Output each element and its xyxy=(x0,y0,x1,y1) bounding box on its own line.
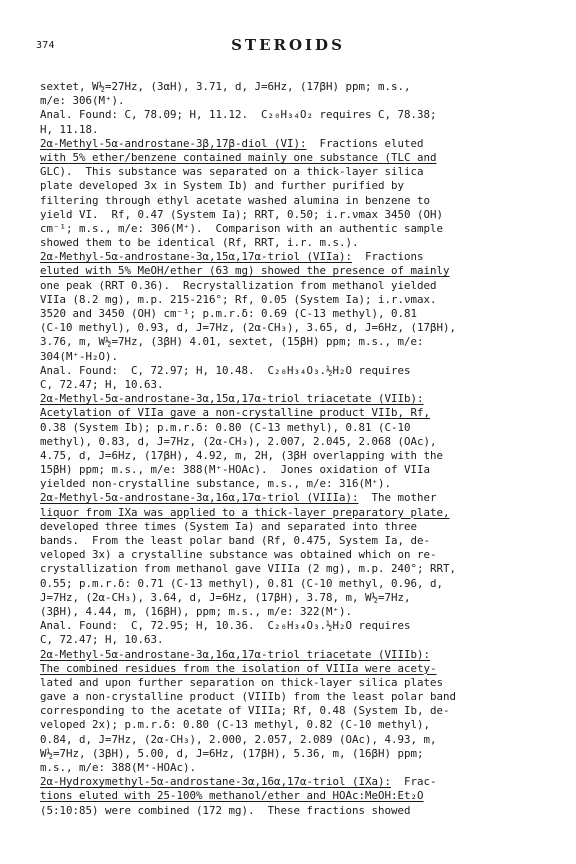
underlined-text: tions eluted with 25-100% methanol/ether and HOAc:MeOH:Et₂O xyxy=(40,789,424,803)
text-line xyxy=(40,123,560,137)
line-text: (3βH), 4.44, m, (16βH), ppm; m.s., m/e: 322(M⁺). xyxy=(40,604,353,618)
text-line xyxy=(40,236,560,250)
line-text: 3.76, m, W½=7Hz, (3βH) 4.01, sextet, (15βH) ppm; m.s., m/e: xyxy=(40,335,424,349)
page-number: 374 xyxy=(36,40,55,51)
section-heading-line xyxy=(40,250,560,264)
text-line xyxy=(40,108,560,122)
line-text: 0.84, d, J=7Hz, (2α-CH₃), 2.000, 2.057, 2.089 (OAc), 4.93, m, xyxy=(40,732,437,746)
underlined-text: The combined residues from the isolation of VIIIa were acety- xyxy=(40,661,437,675)
text-line xyxy=(40,293,560,307)
line-text: crystallization from methanol gave VIIIa (2 mg), m.p. 240°; RRT, xyxy=(40,562,457,576)
line-text: m/e: 306(M⁺). xyxy=(40,94,125,108)
underlined-text: 2α-Methyl-5α-androstane-3β,17β-diol (VI): xyxy=(40,136,307,150)
text-line xyxy=(40,321,560,335)
text-line xyxy=(40,378,560,392)
text-line xyxy=(40,421,560,435)
line-text: filtering through ethyl acetate washed alumina in benzene to xyxy=(40,193,431,207)
underlined-text: 2α-Hydroxymethyl-5α-androstane-3α,16α,17α-triol (IXa): xyxy=(40,775,392,789)
line-text: (C-10 methyl), 0.93, d, J=7Hz, (2α-CH₃), 3.65, d, J=6Hz, (17βH), xyxy=(40,321,457,335)
text-line xyxy=(40,179,560,193)
text-line xyxy=(40,449,560,463)
line-text: C, 72.47; H, 10.63. xyxy=(40,633,164,647)
text-line xyxy=(40,562,560,576)
line-text: veloped 2x); p.m.r.δ: 0.80 (C-13 methyl, 0.82 (C-10 methyl), xyxy=(40,718,431,732)
text-line xyxy=(40,633,560,647)
line-text: corresponding to the acetate of VIIIa; Rf, 0.48 (System Ib, de- xyxy=(40,704,450,718)
section-heading-line xyxy=(40,506,560,520)
text-line xyxy=(40,477,560,491)
section-heading-line xyxy=(40,775,560,789)
line-text: VIIa (8.2 mg), m.p. 215-216°; Rf, 0.05 (System Ia); i.r.νmax. xyxy=(40,292,437,306)
line-continuation: The mother xyxy=(358,491,437,505)
underlined-text: with 5% ether/benzene contained mainly one substance (TLC and xyxy=(40,150,437,164)
section-heading-line xyxy=(40,406,560,420)
section-heading-line xyxy=(40,789,560,803)
text-line xyxy=(40,222,560,236)
text-line xyxy=(40,747,560,761)
line-text: Anal. Found: C, 72.97; H, 10.48. C₂₀H₃₄O₃.½H₂O requires xyxy=(40,363,411,377)
line-text: C, 72.47; H, 10.63. xyxy=(40,377,164,391)
line-text: m.s., m/e: 388(M⁺-HOAc). xyxy=(40,761,197,774)
section-heading-line xyxy=(40,392,560,406)
section-heading-line xyxy=(40,264,560,278)
text-line xyxy=(40,208,560,222)
line-text: bands. From the least polar band (Rf, 0.475, System Ia, de- xyxy=(40,534,431,547)
text-line xyxy=(40,463,560,477)
text-line xyxy=(40,435,560,449)
line-text: W½=7Hz, (3βH), 5.00, d, J=6Hz, (17βH), 5.36, m, (16βH) ppm; xyxy=(40,746,424,760)
line-text: yielded non-crystalline substance, m.s., m/e: 316(M⁺). xyxy=(40,477,392,491)
text-line xyxy=(40,165,560,179)
line-text: 304(M⁺-H₂O). xyxy=(40,349,119,363)
line-text: 4.75, d, J=6Hz, (17βH), 4.92, m, 2H, (3βH overlapping with the xyxy=(40,448,444,462)
underlined-text: 2α-Methyl-5α-androstane-3α,15α,17α-triol triacetate (VIIb): xyxy=(40,392,424,406)
text-line xyxy=(40,761,560,775)
line-text: one peak (RRT 0.36). Recrystallization from methanol yielded xyxy=(40,278,437,292)
underlined-text: eluted with 5% MeOH/ether (63 mg) showed the presence of mainly xyxy=(40,264,450,278)
section-heading-line xyxy=(40,648,560,662)
text-line xyxy=(40,605,560,619)
line-text: sextet, W½=27Hz, (3αH), 3.71, d, J=6Hz, (17βH) ppm; m.s., xyxy=(40,80,411,93)
line-continuation: Frac- xyxy=(391,775,437,789)
line-text: Anal. Found: C, 72.95; H, 10.36. C₂₀H₃₄O₃.½H₂O requires xyxy=(40,619,411,633)
underlined-text: 2α-Methyl-5α-androstane-3α,16α,17α-triol triacetate (VIIIb): xyxy=(40,647,431,661)
text-line xyxy=(40,704,560,718)
line-text: GLC). This substance was separated on a thick-layer silica xyxy=(40,165,424,179)
line-text: J=7Hz, (2α-CH₃), 3.64, d, J=6Hz, (17βH), 3.78, m, W½=7Hz, xyxy=(40,590,411,604)
line-continuation: Fractions eluted xyxy=(306,136,424,150)
text-line xyxy=(40,534,560,548)
underlined-text: Acetylation of VIIa gave a non-crystalline product VIIb, Rf, xyxy=(40,406,431,420)
line-text: H, 11.18. xyxy=(40,122,99,136)
text-line xyxy=(40,350,560,364)
line-text: 0.55; p.m.r.δ: 0.71 (C-13 methyl), 0.81 (C-10 methyl, 0.96, d, xyxy=(40,576,444,590)
line-text: veloped 3x) a crystalline substance was obtained which on re- xyxy=(40,548,437,562)
text-line xyxy=(40,194,560,208)
line-text: 0.38 (System Ib); p.m.r.δ: 0.80 (C-13 methyl), 0.81 (C-10 xyxy=(40,420,411,434)
line-text: plate developed 3x in System Ib) and further purified by xyxy=(40,179,405,193)
line-text: cm⁻¹; m.s., m/e: 306(M⁺). Comparison with an authentic sample xyxy=(40,221,444,235)
text-line xyxy=(40,619,560,633)
underlined-text: 2α-Methyl-5α-androstane-3α,16α,17α-triol (VIIIa): xyxy=(40,491,359,505)
section-heading-line xyxy=(40,137,560,151)
text-line xyxy=(40,718,560,732)
text-line xyxy=(40,80,560,94)
section-heading-line xyxy=(40,662,560,676)
text-line xyxy=(40,548,560,562)
line-text: (5:10:85) were combined (172 mg). These fractions showed xyxy=(40,803,411,817)
text-line xyxy=(40,690,560,704)
text-line xyxy=(40,364,560,378)
line-text: yield VI. Rf, 0.47 (System Ia); RRT, 0.50; i.r.νmax 3450 (OH) xyxy=(40,207,444,221)
text-line xyxy=(40,733,560,747)
text-line xyxy=(40,676,560,690)
text-line xyxy=(40,307,560,321)
section-heading-line xyxy=(40,151,560,165)
article-body xyxy=(40,80,560,818)
section-heading-line xyxy=(40,491,560,505)
text-line xyxy=(40,577,560,591)
text-line xyxy=(40,335,560,349)
underlined-text: liquor from IXa was applied to a thick-layer preparatory plate, xyxy=(40,505,450,519)
line-text: gave a non-crystalline product (VIIIb) from the least polar band xyxy=(40,690,457,704)
text-line xyxy=(40,520,560,534)
line-text: 15βH) ppm; m.s., m/e: 388(M⁺-HOAc). Jones oxidation of VIIa xyxy=(40,463,431,477)
underlined-text: 2α-Methyl-5α-androstane-3α,15α,17α-triol (VIIa): xyxy=(40,250,353,264)
journal-title: STEROIDS xyxy=(231,36,345,54)
line-continuation: Fractions xyxy=(352,250,424,264)
line-text: developed three times (System Ia) and separated into three xyxy=(40,519,418,533)
text-line xyxy=(40,591,560,605)
line-text: methyl), 0.83, d, J=7Hz, (2α-CH₃), 2.007, 2.045, 2.068 (OAc), xyxy=(40,434,437,448)
line-text: showed them to be identical (Rf, RRT, i.r. m.s.). xyxy=(40,236,359,250)
text-line xyxy=(40,94,560,108)
text-line xyxy=(40,804,560,818)
line-text: Anal. Found: C, 78.09; H, 11.12. C₂₀H₃₄O₂ requires C, 78.38; xyxy=(40,108,437,122)
text-line xyxy=(40,279,560,293)
line-text: lated and upon further separation on thick-layer silica plates xyxy=(40,675,444,689)
line-text: 3520 and 3450 (OH) cm⁻¹; p.m.r.δ: 0.69 (C-13 methyl), 0.81 xyxy=(40,307,418,320)
